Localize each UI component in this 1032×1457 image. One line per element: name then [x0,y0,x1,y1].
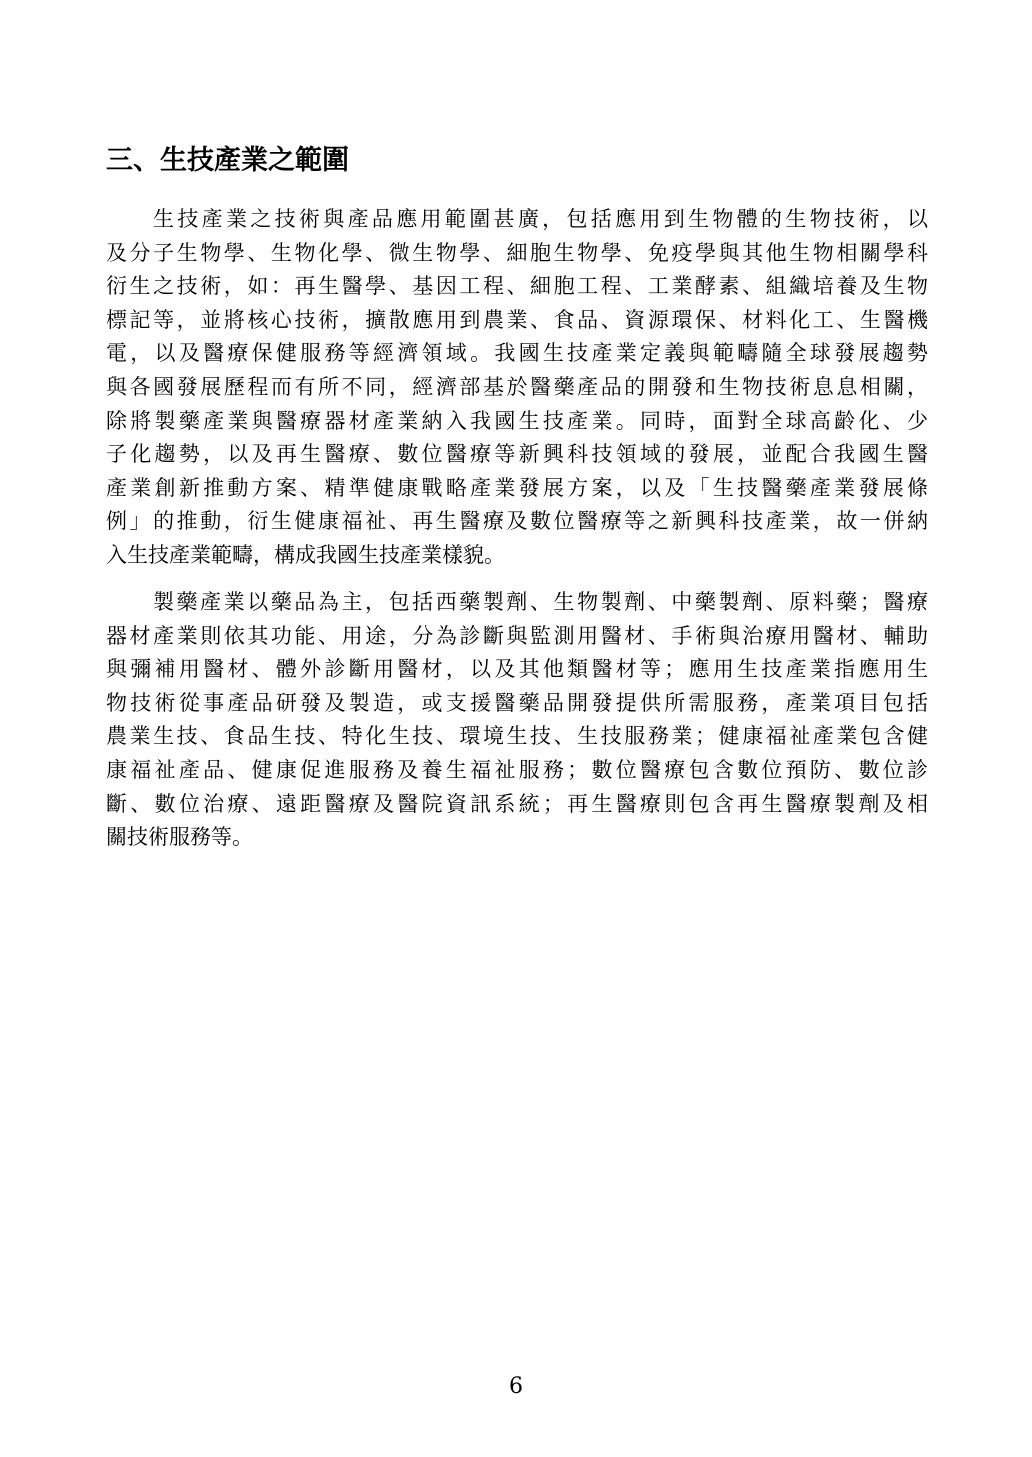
paragraph-line: 製藥產業以藥品為主，包括西藥製劑、生物製劑、中藥製劑、原料藥；醫療 [153,590,928,614]
paragraph-line: 入生技產業範疇，構成我國生技產業樣貌。 [106,542,505,567]
paragraph-2 [106,586,928,855]
paragraph-line: 及分子生物學、生物化學、微生物學、細胞生物學、免疫學與其他生物相關學科 [106,240,928,265]
page-number: 6 [509,1374,523,1399]
paragraph-line: 產業創新推動方案、精準健康戰略產業發展方案，以及「生技醫藥產業發展條 [106,475,928,500]
paragraph-1 [106,203,928,573]
paragraph-line: 關技術服務等。 [106,825,253,850]
paragraph-line: 例」的推動，衍生健康福祉、再生醫療及數位醫療等之新興科技產業，故一併納 [106,509,928,534]
paragraph-line: 與各國發展歷程而有所不同，經濟部基於醫藥產品的開發和生物技術息息相關， [106,374,928,399]
paragraph-line: 子化趨勢，以及再生醫療、數位醫療等新興科技領域的發展，並配合我國生醫 [106,442,928,467]
paragraph-line: 物技術從事產品研發及製造，或支援醫藥品開發提供所需服務，產業項目包括 [106,690,928,715]
paragraph-line: 標記等，並將核心技術，擴散應用到農業、食品、資源環保、材料化工、生醫機 [106,307,928,332]
paragraph-line: 電，以及醫療保健服務等經濟領域。我國生技產業定義與範疇隨全球發展趨勢 [106,341,928,366]
paragraph-line: 生技產業之技術與產品應用範圍甚廣，包括應用到生物體的生物技術，以 [153,207,928,231]
section-heading: 三、生技產業之範圍 [106,145,349,176]
paragraph-line: 斷、數位治療、遠距醫療及醫院資訊系統；再生醫療則包含再生醫療製劑及相 [106,791,928,816]
paragraph-line: 農業生技、食品生技、特化生技、環境生技、生技服務業；健康福祉產業包含健 [106,724,928,749]
paragraph-line: 衍生之技術，如：再生醫學、基因工程、細胞工程、工業酵素、組織培養及生物 [106,274,928,299]
paragraph-line: 除將製藥產業與醫療器材產業納入我國生技產業。同時，面對全球高齡化、少 [106,408,928,433]
paragraph-line: 器材產業則依其功能、用途，分為診斷與監測用醫材、手術與治療用醫材、輔助 [106,623,928,648]
paragraph-line: 康福祉產品、健康促進服務及養生福祉服務；數位醫療包含數位預防、數位診 [106,757,928,782]
paragraph-line: 與彌補用醫材、體外診斷用醫材，以及其他類醫材等；應用生技產業指應用生 [106,657,928,682]
